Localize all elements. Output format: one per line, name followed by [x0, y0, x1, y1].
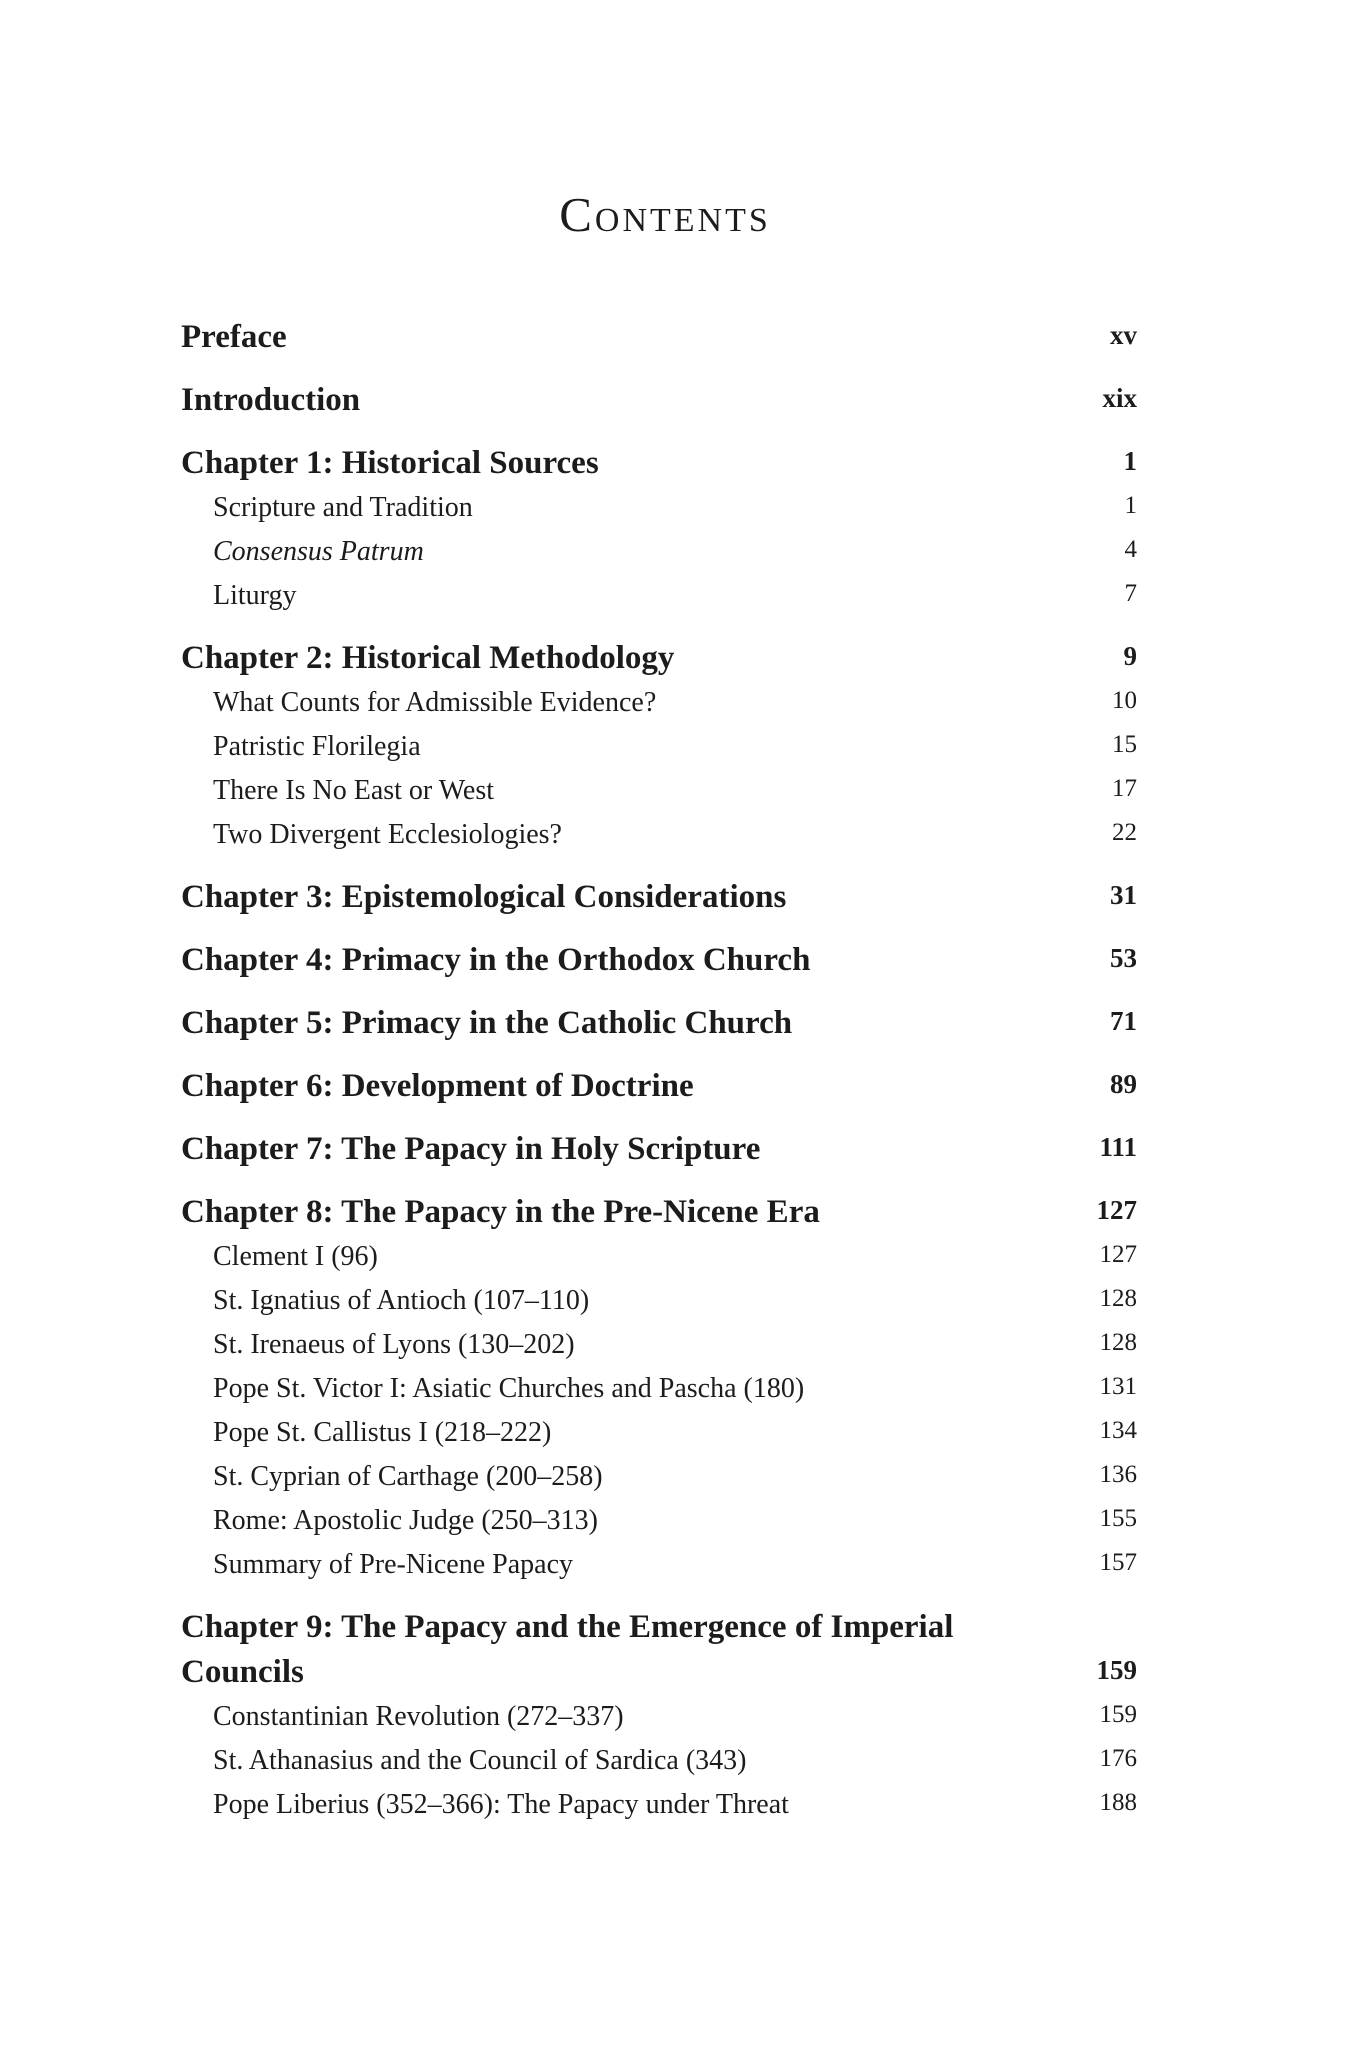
toc-chapter-entry — [181, 875, 1137, 920]
toc-section-entry — [181, 1279, 1137, 1323]
toc-entry-page-number: 53 — [1110, 943, 1137, 973]
toc-section-entry — [181, 1455, 1137, 1499]
toc-entry-page-number: xix — [1102, 383, 1137, 413]
toc-entry-title: Chapter 2: Historical Methodology — [181, 640, 675, 676]
toc-chapter-entry — [181, 1190, 1137, 1235]
toc-entry-page-number: 4 — [1124, 536, 1137, 563]
toc-entry-page-number: 128 — [1099, 1329, 1137, 1356]
toc-entry-title: Chapter 8: The Papacy in the Pre-Nicene Era — [181, 1194, 820, 1230]
toc-entry-page-number: 1 — [1124, 492, 1137, 519]
toc-section-entry — [181, 1543, 1137, 1587]
toc-entry-page-number: xv — [1110, 320, 1137, 350]
toc-section-entry — [181, 1411, 1137, 1455]
toc-entry-page-number: 111 — [1099, 1132, 1137, 1162]
toc-section-entry — [181, 1783, 1137, 1827]
toc-entry-title: Preface — [181, 319, 287, 355]
toc-entry-page-number: 22 — [1112, 819, 1137, 846]
toc-chapter-entry — [181, 938, 1137, 983]
toc-chapter-entry — [181, 378, 1137, 423]
toc-entry-title: Pope Liberius (352–366): The Papacy under Threat — [213, 1789, 789, 1820]
toc-entry-page-number: 188 — [1099, 1789, 1137, 1816]
toc-entry-title: There Is No East or West — [213, 775, 495, 806]
toc-entry-page-number: 131 — [1099, 1373, 1137, 1400]
toc-entry-page-number: 71 — [1110, 1006, 1137, 1036]
toc-chapter-entry — [181, 636, 1137, 681]
toc-section-entry — [181, 530, 1137, 574]
toc-section-entry — [181, 1695, 1137, 1739]
toc-entry-title: Chapter 1: Historical Sources — [181, 445, 599, 481]
toc-section-entry — [181, 486, 1137, 530]
toc-section-entry — [181, 1499, 1137, 1543]
toc-entry-title: St. Irenaeus of Lyons (130–202) — [213, 1329, 575, 1360]
toc-entry-title: St. Ignatius of Antioch (107–110) — [213, 1285, 590, 1316]
toc-entry-title: Two Divergent Ecclesiologies? — [213, 819, 562, 850]
toc-entry-title: Chapter 7: The Papacy in Holy Scripture — [181, 1131, 761, 1167]
toc-entry-page-number: 159 — [1096, 1655, 1137, 1685]
toc-entry-title: St. Cyprian of Carthage (200–258) — [213, 1461, 603, 1492]
toc-chapter-entry — [181, 315, 1137, 360]
toc-section-entry — [181, 1323, 1137, 1367]
toc-entry-page-number: 15 — [1112, 731, 1137, 758]
toc-entry-page-number: 17 — [1112, 775, 1137, 802]
toc-entry-title: Liturgy — [213, 580, 297, 611]
toc-chapter-entry — [181, 1001, 1137, 1046]
toc-entry-title: Pope St. Callistus I (218–222) — [213, 1417, 552, 1448]
toc-section-entry — [181, 1739, 1137, 1783]
toc-entry-page-number: 89 — [1110, 1069, 1137, 1099]
toc-entry-title: Clement I (96) — [213, 1241, 378, 1272]
toc-entry-title: Rome: Apostolic Judge (250–313) — [213, 1505, 598, 1536]
toc-section-entry — [181, 574, 1137, 618]
toc-entry-page-number: 159 — [1099, 1701, 1137, 1728]
toc-section-entry — [181, 681, 1137, 725]
toc-entry-title: Chapter 6: Development of Doctrine — [181, 1068, 694, 1104]
toc-section-entry — [181, 813, 1137, 857]
toc-entry-title: Scripture and Tradition — [213, 492, 473, 523]
toc-entry-title: What Counts for Admissible Evidence? — [213, 687, 657, 718]
toc-chapter-entry — [181, 1605, 1137, 1695]
toc-entry-page-number: 176 — [1099, 1745, 1137, 1772]
toc-entry-page-number: 10 — [1112, 687, 1137, 714]
toc-entry-page-number: 31 — [1110, 880, 1137, 910]
toc-entry-title: St. Athanasius and the Council of Sardica (343) — [213, 1745, 747, 1776]
toc-entry-page-number: 128 — [1099, 1285, 1137, 1312]
toc-entry-title: Consensus Patrum — [213, 536, 424, 567]
toc-entry-title: Summary of Pre-Nicene Papacy — [213, 1549, 573, 1580]
toc-entry-page-number: 136 — [1099, 1461, 1137, 1488]
table-of-contents — [181, 315, 1137, 1827]
toc-entry-title: Patristic Florilegia — [213, 731, 421, 762]
page-title: Contents — [559, 187, 771, 242]
toc-entry-page-number: 9 — [1123, 641, 1137, 671]
toc-entry-title: Chapter 9: The Papacy and the Emergence of Imperial Councils — [181, 1609, 954, 1690]
toc-entry-page-number: 7 — [1124, 580, 1137, 607]
toc-entry-title: Constantinian Revolution (272–337) — [213, 1701, 624, 1732]
toc-entry-title: Introduction — [181, 382, 361, 418]
toc-entry-page-number: 127 — [1099, 1241, 1137, 1268]
toc-entry-page-number: 1 — [1123, 446, 1137, 476]
toc-entry-title: Pope St. Victor I: Asiatic Churches and Pascha (180) — [213, 1373, 805, 1404]
toc-entry-title: Chapter 4: Primacy in the Orthodox Church — [181, 942, 811, 978]
toc-entry-title: Chapter 3: Epistemological Considerations — [181, 879, 787, 915]
toc-section-entry — [181, 769, 1137, 813]
toc-chapter-entry — [181, 441, 1137, 486]
toc-entry-page-number: 134 — [1099, 1417, 1137, 1444]
toc-entry-page-number: 157 — [1099, 1549, 1137, 1576]
toc-chapter-entry — [181, 1064, 1137, 1109]
toc-section-entry — [181, 1235, 1137, 1279]
toc-section-entry — [181, 725, 1137, 769]
toc-section-entry — [181, 1367, 1137, 1411]
toc-entry-page-number: 155 — [1099, 1505, 1137, 1532]
toc-chapter-entry — [181, 1127, 1137, 1172]
toc-entry-title: Chapter 5: Primacy in the Catholic Church — [181, 1005, 793, 1041]
toc-entry-page-number: 127 — [1096, 1195, 1137, 1225]
